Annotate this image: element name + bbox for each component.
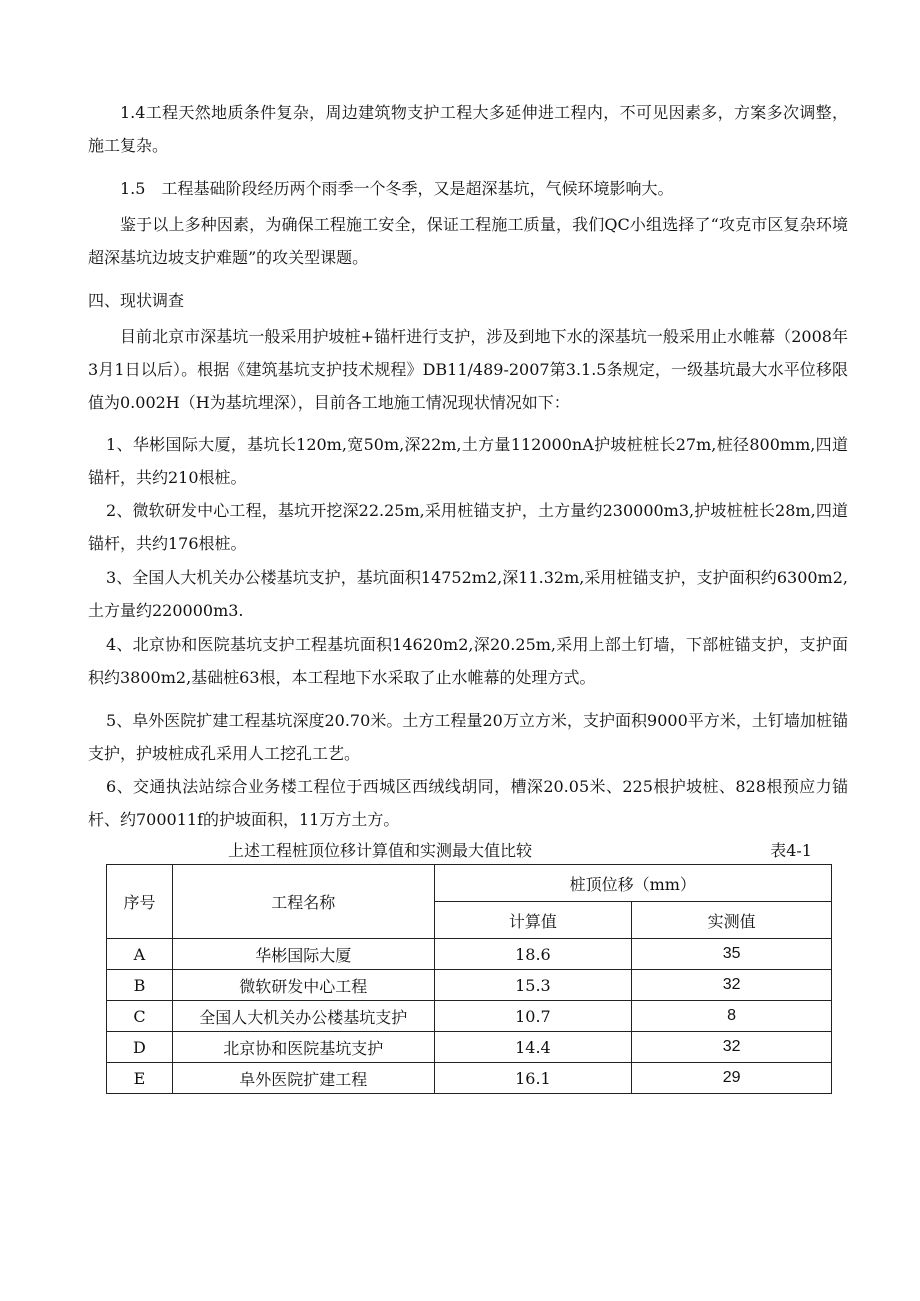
row-id: B (107, 970, 173, 1001)
row-id: C (107, 1001, 173, 1032)
table-number: 表4-1 (770, 841, 812, 860)
paragraph-geology: 1.4工程天然地质条件复杂，周边建筑物支护工程大多延伸进工程内，不可见因素多，方案多次调整，施工复杂。 (88, 103, 848, 155)
row-name: 华彬国际大厦 (172, 939, 434, 970)
row-measured: 29 (632, 1063, 832, 1094)
table-caption (108, 838, 832, 864)
row-calculated: 15.3 (434, 970, 632, 1001)
list-item: 5、阜外医院扩建工程基坑深度20.70米。土方工程量20万立方米，支护面积9000平方米，土钉墙加桩锚支护，护坡桩成孔采用人工挖孔工艺。 (88, 711, 848, 763)
table-row (107, 1001, 832, 1032)
paragraph-climate: 1.5 工程基础阶段经历两个雨季一个冬季，又是超深基坑，气候环境影响大。 (120, 179, 674, 198)
paragraph-topic-selection: 鉴于以上多种因素，为确保工程施工安全，保证工程施工质量，我们QC小组选择了“攻克市区复杂环境超深基坑边坡支护难题”的攻关型课题。 (88, 215, 848, 267)
list-item: 4、北京协和医院基坑支护工程基坑面积14620m2,深20.25m,采用上部土钉墙，下部桩锚支护，支护面积约3800m2,基础桩63根，本工程地下水采取了止水帷幕的处理方式。 (88, 635, 848, 687)
table-row (107, 970, 832, 1001)
table-row (107, 1063, 832, 1094)
header-calculated: 计算值 (434, 902, 632, 939)
paragraph-status-intro: 目前北京市深基坑一般采用护坡桩+锚杆进行支护，涉及到地下水的深基坑一般采用止水帷幕（2008年3月1日以后）。根据《建筑基坑支护技术规程》DB11/489-2007第3.1.5条规定，一级基坑最大水平位移限值为0.002H（H为基坑埋深），目前各工地施工情况现状情况如下： (88, 327, 848, 412)
row-measured: 35 (632, 939, 832, 970)
header-displacement-group: 桩顶位移（mm） (434, 865, 831, 902)
row-calculated: 10.7 (434, 1001, 632, 1032)
row-measured: 32 (632, 1032, 832, 1063)
section-heading: 四、现状调查 (88, 291, 185, 310)
row-calculated: 14.4 (434, 1032, 632, 1063)
row-calculated: 16.1 (434, 1063, 632, 1094)
row-name: 全国人大机关办公楼基坑支护 (172, 1001, 434, 1032)
row-id: E (107, 1063, 173, 1094)
list-item: 6、交通执法站综合业务楼工程位于西城区西绒线胡同，槽深20.05米、225根护坡桩、828根预应力锚杆、约700011f的护坡面积，11万方土方。 (88, 777, 848, 829)
row-measured: 32 (632, 970, 832, 1001)
table-row (107, 939, 832, 970)
header-project-name: 工程名称 (172, 865, 434, 939)
list-item: 1、华彬国际大厦，基坑长120m,宽50m,深22m,土方量112000nA护坡桩桩长27m,桩径800mm,四道锚杆，共约210根桩。 (88, 435, 848, 487)
row-name: 北京协和医院基坑支护 (172, 1032, 434, 1063)
row-id: D (107, 1032, 173, 1063)
list-item: 3、全国人大机关办公楼基坑支护，基坑面积14752m2,深11.32m,采用桩锚支护，支护面积约6300m2,土方量约220000m3. (88, 568, 848, 620)
row-measured: 8 (632, 1001, 832, 1032)
header-measured: 实测值 (632, 902, 832, 939)
header-index: 序号 (107, 865, 173, 939)
table-row (107, 1032, 832, 1063)
list-item: 2、微软研发中心工程，基坑开挖深22.25m,采用桩锚支护，土方量约230000m3,护坡桩桩长28m,四道锚杆，共约176根桩。 (88, 501, 848, 553)
row-id: A (107, 939, 173, 970)
row-name: 阜外医院扩建工程 (172, 1063, 434, 1094)
row-calculated: 18.6 (434, 939, 632, 970)
table-title: 上述工程桩顶位移计算值和实测最大值比较 (228, 841, 533, 860)
row-name: 微软研发中心工程 (172, 970, 434, 1001)
displacement-table (106, 864, 832, 1094)
table-header-row (107, 865, 832, 902)
